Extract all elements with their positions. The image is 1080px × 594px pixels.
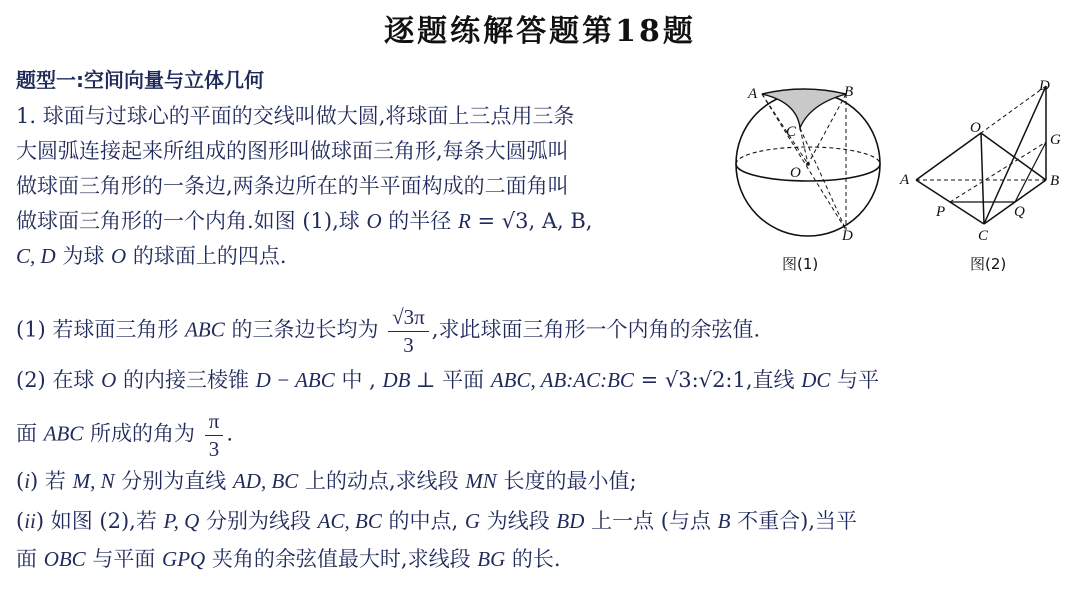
q1-text: (1) 若球面三角形 [16, 317, 186, 342]
intro-line-1: 1. 球面与过球心的平面的交线叫做大圆,将球面上三点用三条 [16, 104, 575, 128]
q1-text: 的三条边长均为 [224, 317, 386, 342]
edge-ao [916, 133, 981, 180]
intro-text: 做球面三角形的一个内角.如图 (1),球 [16, 209, 367, 233]
fraction-denominator: 3 [403, 333, 414, 357]
label-o: O [970, 120, 981, 136]
q2-text: 所成的角为 [83, 421, 202, 446]
spherical-triangle [762, 89, 846, 128]
question-2i [16, 465, 637, 495]
question-2ii-line-1 [16, 505, 857, 535]
label-b: B [1050, 173, 1060, 189]
intro-line-4 [16, 204, 716, 239]
figure-1-caption: 图(1) [782, 255, 819, 273]
math-var: ABC, AB:AC:BC [490, 368, 634, 392]
q2-text: 面 [16, 421, 44, 446]
question-1 [16, 304, 760, 358]
question-2ii-line-2 [16, 543, 561, 573]
edge-ob [981, 133, 1046, 180]
math-var: ii [24, 509, 36, 533]
figure-1-sphere [722, 80, 902, 280]
q3-text: 长度的最小值; [496, 469, 637, 493]
q3-text: 分别为直线 [114, 469, 233, 493]
math-expr: = √3:√2:1,直线 [633, 368, 802, 392]
q2-text: 中 , [334, 368, 383, 392]
q2-text: 平面 [435, 368, 491, 392]
label-a: A [748, 86, 758, 102]
intro-line-5 [16, 239, 716, 274]
question-2-line-2 [16, 408, 233, 462]
q3-text: 上的动点,求线段 [298, 469, 466, 493]
q2-text: . [226, 421, 234, 446]
q2-text: 的内接三棱锥 [116, 368, 256, 392]
q3-text: ( [16, 469, 25, 493]
math-var: DC [801, 368, 831, 392]
intro-text: 的球面上的四点. [126, 244, 287, 268]
math-var: R [457, 209, 471, 233]
label-a: A [900, 172, 910, 188]
label-c: C [978, 228, 989, 244]
math-var: BG [477, 547, 506, 571]
math-var: MN [465, 469, 497, 493]
q2-text: (2) 在球 [16, 368, 102, 392]
q4-text: 为线段 [480, 509, 557, 533]
math-var: BD [556, 509, 585, 533]
label-q: Q [1014, 204, 1025, 220]
fraction-numerator: π [205, 408, 224, 436]
intro-text: 的半径 [381, 209, 458, 233]
intro-text: 为球 [55, 244, 112, 268]
fraction [205, 408, 224, 462]
q4-text: ) 如图 (2),若 [35, 509, 164, 533]
q4-text: 上一点 (与点 [584, 509, 718, 533]
math-var: M, N [72, 469, 115, 493]
page-title: 逐题练解答题第18题 [384, 14, 696, 49]
math-var: AD, BC [232, 469, 299, 493]
q4-text: 与平面 [85, 547, 163, 571]
equator-back [736, 147, 880, 164]
math-expr: = √3, A, B, [470, 209, 593, 233]
math-var: C, D [16, 244, 56, 268]
intro-line-2: 大圆弧连接起来所组成的图形叫做球面三角形,每条大圆弧叫 [16, 139, 569, 163]
problem-intro [16, 99, 716, 274]
q4-text: 的中点, [381, 509, 465, 533]
math-var: ABC [185, 317, 225, 342]
math-var: AC, BC [317, 509, 382, 533]
math-var: O [101, 368, 117, 392]
math-var: D − ABC [255, 368, 335, 392]
label-c: C [786, 124, 797, 140]
math-var: G [464, 509, 481, 533]
q2-text: 与平 [830, 368, 880, 392]
edge-oc [981, 133, 984, 224]
q3-text: ) 若 [30, 469, 73, 493]
q4-text: ( [16, 509, 25, 533]
q4-text: 分别为线段 [199, 509, 318, 533]
math-var: OBC [43, 547, 86, 571]
label-g: G [1050, 132, 1061, 148]
label-b: B [844, 84, 854, 100]
center-point [806, 162, 810, 166]
fraction-numerator: √3π [388, 304, 429, 332]
math-var: O [366, 209, 382, 233]
math-var: ABC [43, 421, 84, 446]
math-var: P, Q [163, 509, 200, 533]
math-var: DB ⊥ [382, 368, 436, 392]
q1-text: ,求此球面三角形一个内角的余弦值. [431, 317, 761, 342]
math-var: GPQ [162, 547, 206, 571]
q4-text: 夹角的余弦值最大时,求线段 [205, 547, 478, 571]
q4-text: 面 [16, 547, 44, 571]
section-heading: 题型一:空间向量与立体几何 [16, 68, 264, 92]
fraction-denominator: 3 [208, 437, 220, 461]
question-2-line-1 [16, 364, 879, 394]
math-var: i [24, 469, 31, 493]
label-d: D [1039, 78, 1050, 94]
label-p: P [936, 204, 946, 220]
q4-text: 的长. [505, 547, 561, 571]
equator-front [736, 164, 880, 181]
q4-text: 不重合),当平 [730, 509, 857, 533]
figure-2-caption: 图(2) [970, 255, 1007, 273]
label-o: O [790, 165, 801, 181]
label-d: D [842, 228, 853, 244]
math-var: B [717, 509, 731, 533]
fraction [388, 304, 429, 358]
figure-2-pyramid [896, 76, 1076, 280]
intro-line-3: 做球面三角形的一条边,两条边所在的半平面构成的二面角叫 [16, 174, 569, 198]
segment-qg [1015, 142, 1046, 202]
math-var: O [111, 244, 127, 268]
